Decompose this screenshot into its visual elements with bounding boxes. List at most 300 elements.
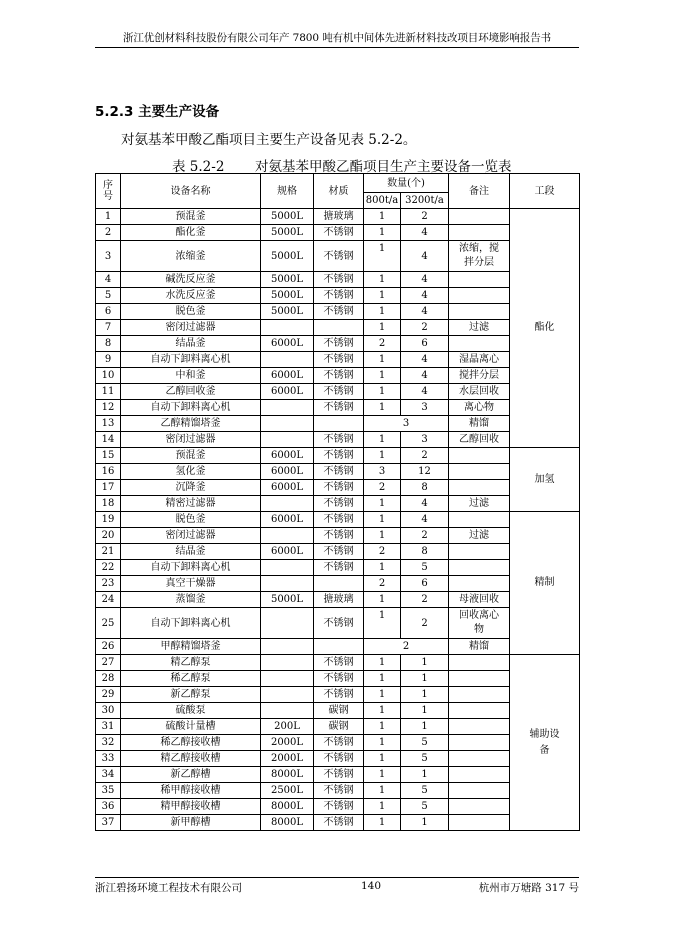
quantity-800: 1 <box>364 608 401 639</box>
quantity-3200: 2 <box>401 592 449 608</box>
quantity-3200: 6 <box>401 576 449 592</box>
row-number: 12 <box>96 400 121 416</box>
table-row <box>96 544 580 560</box>
equipment-note <box>449 751 510 767</box>
table-row <box>96 512 580 528</box>
quantity-800: 1 <box>364 528 401 544</box>
equipment-spec: 200L <box>261 719 314 735</box>
equipment-note <box>449 687 510 703</box>
quantity-3200: 5 <box>401 751 449 767</box>
note-line: 回收离心 <box>459 610 499 621</box>
equipment-name: 自动下卸料离心机 <box>121 560 261 576</box>
table-row <box>96 767 580 783</box>
row-number: 11 <box>96 384 121 400</box>
equipment-spec: 2500L <box>261 783 314 799</box>
table-row <box>96 432 580 448</box>
note-line: 物 <box>474 624 484 635</box>
equipment-material: 搪玻璃 <box>314 592 364 608</box>
quantity-800: 1 <box>364 448 401 464</box>
section-title: 主要生产设备 <box>138 104 220 120</box>
equipment-material: 不锈钢 <box>314 815 364 831</box>
quantity-3200: 1 <box>401 671 449 687</box>
equipment-material: 不锈钢 <box>314 400 364 416</box>
equipment-note: 离心物 <box>449 400 510 416</box>
row-number: 22 <box>96 560 121 576</box>
row-number: 23 <box>96 576 121 592</box>
quantity-3200: 3 <box>401 400 449 416</box>
quantity-3200: 2 <box>401 209 449 225</box>
quantity-800: 1 <box>364 384 401 400</box>
equipment-note <box>449 815 510 831</box>
equipment-spec: 5000L <box>261 241 314 272</box>
table-row <box>96 304 580 320</box>
equipment-name: 稀乙醇接收槽 <box>121 735 261 751</box>
equipment-spec <box>261 639 314 655</box>
equipment-note <box>449 783 510 799</box>
equipment-material: 不锈钢 <box>314 241 364 272</box>
equipment-note: 母液回收 <box>449 592 510 608</box>
equipment-spec <box>261 400 314 416</box>
equipment-note <box>449 225 510 241</box>
table-row <box>96 416 580 432</box>
quantity-800: 1 <box>364 368 401 384</box>
equipment-note <box>449 799 510 815</box>
quantity-3200: 3 <box>401 432 449 448</box>
equipment-spec <box>261 432 314 448</box>
quantity-3200: 5 <box>401 735 449 751</box>
table-row <box>96 320 580 336</box>
equipment-material: 不锈钢 <box>314 560 364 576</box>
table-row <box>96 799 580 815</box>
quantity-combined: 3 <box>364 416 449 432</box>
equipment-note <box>449 464 510 480</box>
row-number: 7 <box>96 320 121 336</box>
equipment-note: 过滤 <box>449 496 510 512</box>
section-label: 加氢 <box>534 473 555 485</box>
row-number: 2 <box>96 225 121 241</box>
quantity-800: 1 <box>364 767 401 783</box>
equipment-spec <box>261 528 314 544</box>
quantity-3200: 4 <box>401 368 449 384</box>
row-number: 36 <box>96 799 121 815</box>
equipment-note <box>449 767 510 783</box>
equipment-name: 浓缩釜 <box>121 241 261 272</box>
table-header-row <box>96 174 580 193</box>
equipment-spec <box>261 608 314 639</box>
quantity-3200: 4 <box>401 304 449 320</box>
equipment-note <box>449 544 510 560</box>
quantity-800: 1 <box>364 783 401 799</box>
equipment-spec <box>261 496 314 512</box>
row-number: 19 <box>96 512 121 528</box>
header-material: 材质 <box>314 174 364 209</box>
quantity-800: 1 <box>364 496 401 512</box>
table-row <box>96 241 580 272</box>
note-line: 拌分层 <box>464 257 494 268</box>
equipment-note <box>449 703 510 719</box>
equipment-note: 过滤 <box>449 528 510 544</box>
equipment-name: 结晶釜 <box>121 544 261 560</box>
equipment-name: 水洗反应釜 <box>121 288 261 304</box>
table-row <box>96 288 580 304</box>
equipment-material: 不锈钢 <box>314 336 364 352</box>
equipment-spec <box>261 576 314 592</box>
note-line: 浓缩，搅 <box>459 243 499 254</box>
table-row <box>96 528 580 544</box>
equipment-name: 沉降釜 <box>121 480 261 496</box>
row-number: 37 <box>96 815 121 831</box>
equipment-spec <box>261 655 314 671</box>
header-spec: 规格 <box>261 174 314 209</box>
quantity-800: 1 <box>364 560 401 576</box>
table-row <box>96 209 580 225</box>
equipment-material: 不锈钢 <box>314 480 364 496</box>
quantity-3200: 1 <box>401 719 449 735</box>
quantity-800: 1 <box>364 815 401 831</box>
row-number: 8 <box>96 336 121 352</box>
quantity-3200: 2 <box>401 608 449 639</box>
equipment-spec: 5000L <box>261 225 314 241</box>
equipment-name: 密闭过滤器 <box>121 432 261 448</box>
row-number: 14 <box>96 432 121 448</box>
equipment-name: 氢化釜 <box>121 464 261 480</box>
equipment-name: 新乙醇槽 <box>121 767 261 783</box>
row-number: 26 <box>96 639 121 655</box>
equipment-note <box>449 576 510 592</box>
equipment-spec: 8000L <box>261 767 314 783</box>
quantity-800: 1 <box>364 288 401 304</box>
equipment-material: 不锈钢 <box>314 272 364 288</box>
equipment-note <box>449 304 510 320</box>
table-row <box>96 272 580 288</box>
row-number: 10 <box>96 368 121 384</box>
equipment-name: 新甲醇槽 <box>121 815 261 831</box>
equipment-table <box>95 173 580 831</box>
row-number: 25 <box>96 608 121 639</box>
equipment-material <box>314 320 364 336</box>
table-row <box>96 655 580 671</box>
quantity-3200: 4 <box>401 272 449 288</box>
row-number: 29 <box>96 687 121 703</box>
equipment-name: 精密过滤器 <box>121 496 261 512</box>
table-row <box>96 687 580 703</box>
equipment-material: 不锈钢 <box>314 368 364 384</box>
equipment-name: 精乙醇接收槽 <box>121 751 261 767</box>
table-row <box>96 783 580 799</box>
equipment-note: 过滤 <box>449 320 510 336</box>
row-number: 13 <box>96 416 121 432</box>
equipment-spec: 5000L <box>261 209 314 225</box>
quantity-800: 1 <box>364 400 401 416</box>
equipment-material: 不锈钢 <box>314 448 364 464</box>
equipment-note <box>449 448 510 464</box>
equipment-note <box>449 336 510 352</box>
equipment-material: 碳钢 <box>314 703 364 719</box>
quantity-3200: 4 <box>401 288 449 304</box>
equipment-name: 中和釜 <box>121 368 261 384</box>
table-row <box>96 751 580 767</box>
equipment-name: 甲醇精馏塔釜 <box>121 639 261 655</box>
section-refining <box>510 512 580 655</box>
equipment-spec: 6000L <box>261 384 314 400</box>
table-row <box>96 336 580 352</box>
equipment-note: 湿晶离心 <box>449 352 510 368</box>
table-row <box>96 368 580 384</box>
header-name: 设备名称 <box>121 174 261 209</box>
quantity-3200: 4 <box>401 225 449 241</box>
equipment-spec: 6000L <box>261 544 314 560</box>
equipment-material: 不锈钢 <box>314 544 364 560</box>
table-row <box>96 592 580 608</box>
quantity-800: 1 <box>364 655 401 671</box>
section-number: 5.2.3 <box>95 104 134 120</box>
quantity-3200: 4 <box>401 496 449 512</box>
quantity-3200: 4 <box>401 241 449 272</box>
header-rule <box>95 47 579 48</box>
section-label: 精制 <box>534 577 555 588</box>
table-row <box>96 352 580 368</box>
equipment-spec <box>261 671 314 687</box>
equipment-spec: 6000L <box>261 512 314 528</box>
equipment-table-body <box>96 174 580 831</box>
quantity-800: 1 <box>364 304 401 320</box>
equipment-material: 不锈钢 <box>314 655 364 671</box>
equipment-spec: 6000L <box>261 336 314 352</box>
table-row <box>96 448 580 464</box>
quantity-800: 1 <box>364 225 401 241</box>
section-heading <box>95 100 219 120</box>
table-row <box>96 576 580 592</box>
quantity-3200: 1 <box>401 655 449 671</box>
equipment-material: 不锈钢 <box>314 687 364 703</box>
table-row <box>96 735 580 751</box>
equipment-material: 不锈钢 <box>314 751 364 767</box>
table-row <box>96 703 580 719</box>
header-section: 工段 <box>510 174 580 209</box>
equipment-spec: 2000L <box>261 735 314 751</box>
equipment-material: 搪玻璃 <box>314 209 364 225</box>
equipment-spec: 5000L <box>261 304 314 320</box>
quantity-800: 1 <box>364 352 401 368</box>
quantity-combined: 2 <box>364 639 449 655</box>
table-row <box>96 719 580 735</box>
table-row <box>96 560 580 576</box>
equipment-material: 不锈钢 <box>314 288 364 304</box>
equipment-note <box>449 719 510 735</box>
section-label: 酯化 <box>534 322 555 333</box>
quantity-3200: 2 <box>401 528 449 544</box>
quantity-800: 1 <box>364 512 401 528</box>
quantity-800: 1 <box>364 703 401 719</box>
section-auxiliary <box>510 655 580 831</box>
intro-paragraph: 对氨基苯甲酸乙酯项目主要生产设备见表 5.2-2。 <box>121 132 417 148</box>
table-caption-number: 表 5.2-2 <box>172 159 225 175</box>
row-number: 15 <box>96 448 121 464</box>
quantity-800: 1 <box>364 735 401 751</box>
table-row <box>96 480 580 496</box>
footer-address: 杭州市万塘路 317 号 <box>478 882 579 894</box>
table-row <box>96 671 580 687</box>
table-caption-title: 对氨基苯甲酸乙酯项目生产主要设备一览表 <box>255 159 512 175</box>
section-label: 备 <box>539 744 550 756</box>
equipment-name: 稀乙醇泵 <box>121 671 261 687</box>
equipment-note <box>449 480 510 496</box>
equipment-note <box>449 512 510 528</box>
equipment-note <box>449 655 510 671</box>
table-row <box>96 639 580 655</box>
equipment-note: 精馏 <box>449 639 510 655</box>
equipment-name: 脱色釜 <box>121 304 261 320</box>
row-number: 27 <box>96 655 121 671</box>
equipment-spec: 5000L <box>261 288 314 304</box>
equipment-spec: 6000L <box>261 464 314 480</box>
quantity-3200: 8 <box>401 544 449 560</box>
row-number: 18 <box>96 496 121 512</box>
equipment-name: 精甲醇接收槽 <box>121 799 261 815</box>
footer-page-number: 140 <box>361 880 382 892</box>
equipment-material: 不锈钢 <box>314 735 364 751</box>
quantity-3200: 4 <box>401 352 449 368</box>
equipment-material: 不锈钢 <box>314 225 364 241</box>
quantity-3200: 12 <box>401 464 449 480</box>
quantity-800: 2 <box>364 336 401 352</box>
equipment-name: 稀甲醇接收槽 <box>121 783 261 799</box>
equipment-spec <box>261 687 314 703</box>
quantity-800: 1 <box>364 272 401 288</box>
equipment-spec <box>261 560 314 576</box>
quantity-3200: 2 <box>401 448 449 464</box>
section-label: 辅助设 <box>529 728 560 740</box>
quantity-3200: 6 <box>401 336 449 352</box>
equipment-material: 不锈钢 <box>314 464 364 480</box>
equipment-spec: 5000L <box>261 592 314 608</box>
equipment-material: 不锈钢 <box>314 528 364 544</box>
equipment-name: 自动下卸料离心机 <box>121 352 261 368</box>
equipment-name: 密闭过滤器 <box>121 320 261 336</box>
row-number: 20 <box>96 528 121 544</box>
equipment-note <box>449 608 510 639</box>
equipment-name: 真空干燥器 <box>121 576 261 592</box>
equipment-name: 自动下卸料离心机 <box>121 608 261 639</box>
quantity-800: 2 <box>364 480 401 496</box>
table-row <box>96 225 580 241</box>
table-row <box>96 608 580 639</box>
table-row <box>96 815 580 831</box>
equipment-name: 新乙醇泵 <box>121 687 261 703</box>
quantity-3200: 5 <box>401 799 449 815</box>
equipment-spec: 8000L <box>261 815 314 831</box>
equipment-name: 结晶釜 <box>121 336 261 352</box>
row-number: 16 <box>96 464 121 480</box>
equipment-name: 硫酸计量槽 <box>121 719 261 735</box>
section-esterification <box>510 209 580 448</box>
quantity-3200: 5 <box>401 783 449 799</box>
equipment-name: 硫酸泵 <box>121 703 261 719</box>
header-seq: 序 号 <box>96 174 121 209</box>
equipment-name: 自动下卸料离心机 <box>121 400 261 416</box>
equipment-name: 脱色釜 <box>121 512 261 528</box>
quantity-3200: 4 <box>401 384 449 400</box>
equipment-note <box>449 272 510 288</box>
equipment-spec: 6000L <box>261 368 314 384</box>
quantity-3200: 4 <box>401 512 449 528</box>
quantity-800: 1 <box>364 751 401 767</box>
equipment-spec: 5000L <box>261 272 314 288</box>
quantity-800: 1 <box>364 799 401 815</box>
equipment-name: 乙醇精馏塔釜 <box>121 416 261 432</box>
row-number: 31 <box>96 719 121 735</box>
quantity-800: 2 <box>364 576 401 592</box>
equipment-note <box>449 288 510 304</box>
equipment-material: 不锈钢 <box>314 304 364 320</box>
table-row <box>96 464 580 480</box>
equipment-note: 精馏 <box>449 416 510 432</box>
quantity-800: 1 <box>364 719 401 735</box>
row-number: 21 <box>96 544 121 560</box>
equipment-note: 水层回收 <box>449 384 510 400</box>
equipment-material: 不锈钢 <box>314 799 364 815</box>
quantity-3200: 1 <box>401 687 449 703</box>
equipment-material: 不锈钢 <box>314 671 364 687</box>
quantity-3200: 1 <box>401 767 449 783</box>
row-number: 33 <box>96 751 121 767</box>
row-number: 24 <box>96 592 121 608</box>
equipment-material: 不锈钢 <box>314 608 364 639</box>
row-number: 9 <box>96 352 121 368</box>
equipment-note <box>449 671 510 687</box>
quantity-800: 1 <box>364 241 401 272</box>
quantity-800: 2 <box>364 544 401 560</box>
row-number: 30 <box>96 703 121 719</box>
equipment-note <box>449 241 510 272</box>
equipment-material: 不锈钢 <box>314 352 364 368</box>
quantity-800: 1 <box>364 432 401 448</box>
equipment-spec: 8000L <box>261 799 314 815</box>
quantity-3200: 8 <box>401 480 449 496</box>
table-row <box>96 496 580 512</box>
quantity-800: 1 <box>364 320 401 336</box>
page-header: 浙江优创材料科技股份有限公司年产 7800 吨有机中间体先进新材料技改项目环境影响报告书 <box>123 32 551 44</box>
equipment-spec <box>261 416 314 432</box>
equipment-note <box>449 735 510 751</box>
quantity-800: 3 <box>364 464 401 480</box>
quantity-800: 1 <box>364 687 401 703</box>
equipment-note <box>449 560 510 576</box>
row-number: 35 <box>96 783 121 799</box>
equipment-spec: 2000L <box>261 751 314 767</box>
equipment-name: 密闭过滤器 <box>121 528 261 544</box>
quantity-800: 1 <box>364 592 401 608</box>
row-number: 32 <box>96 735 121 751</box>
equipment-material: 不锈钢 <box>314 496 364 512</box>
equipment-name: 预混釜 <box>121 448 261 464</box>
equipment-material: 不锈钢 <box>314 783 364 799</box>
section-hydrogenation <box>510 448 580 512</box>
row-number: 17 <box>96 480 121 496</box>
equipment-material <box>314 416 364 432</box>
equipment-spec <box>261 352 314 368</box>
quantity-3200: 5 <box>401 560 449 576</box>
equipment-material <box>314 639 364 655</box>
equipment-note: 搅拌分层 <box>449 368 510 384</box>
equipment-spec: 6000L <box>261 448 314 464</box>
footer-company: 浙江碧扬环境工程技术有限公司 <box>95 882 242 894</box>
equipment-spec <box>261 320 314 336</box>
row-number: 6 <box>96 304 121 320</box>
row-number: 1 <box>96 209 121 225</box>
equipment-name: 碱洗反应釜 <box>121 272 261 288</box>
header-quantity: 数量(个) <box>364 174 449 193</box>
